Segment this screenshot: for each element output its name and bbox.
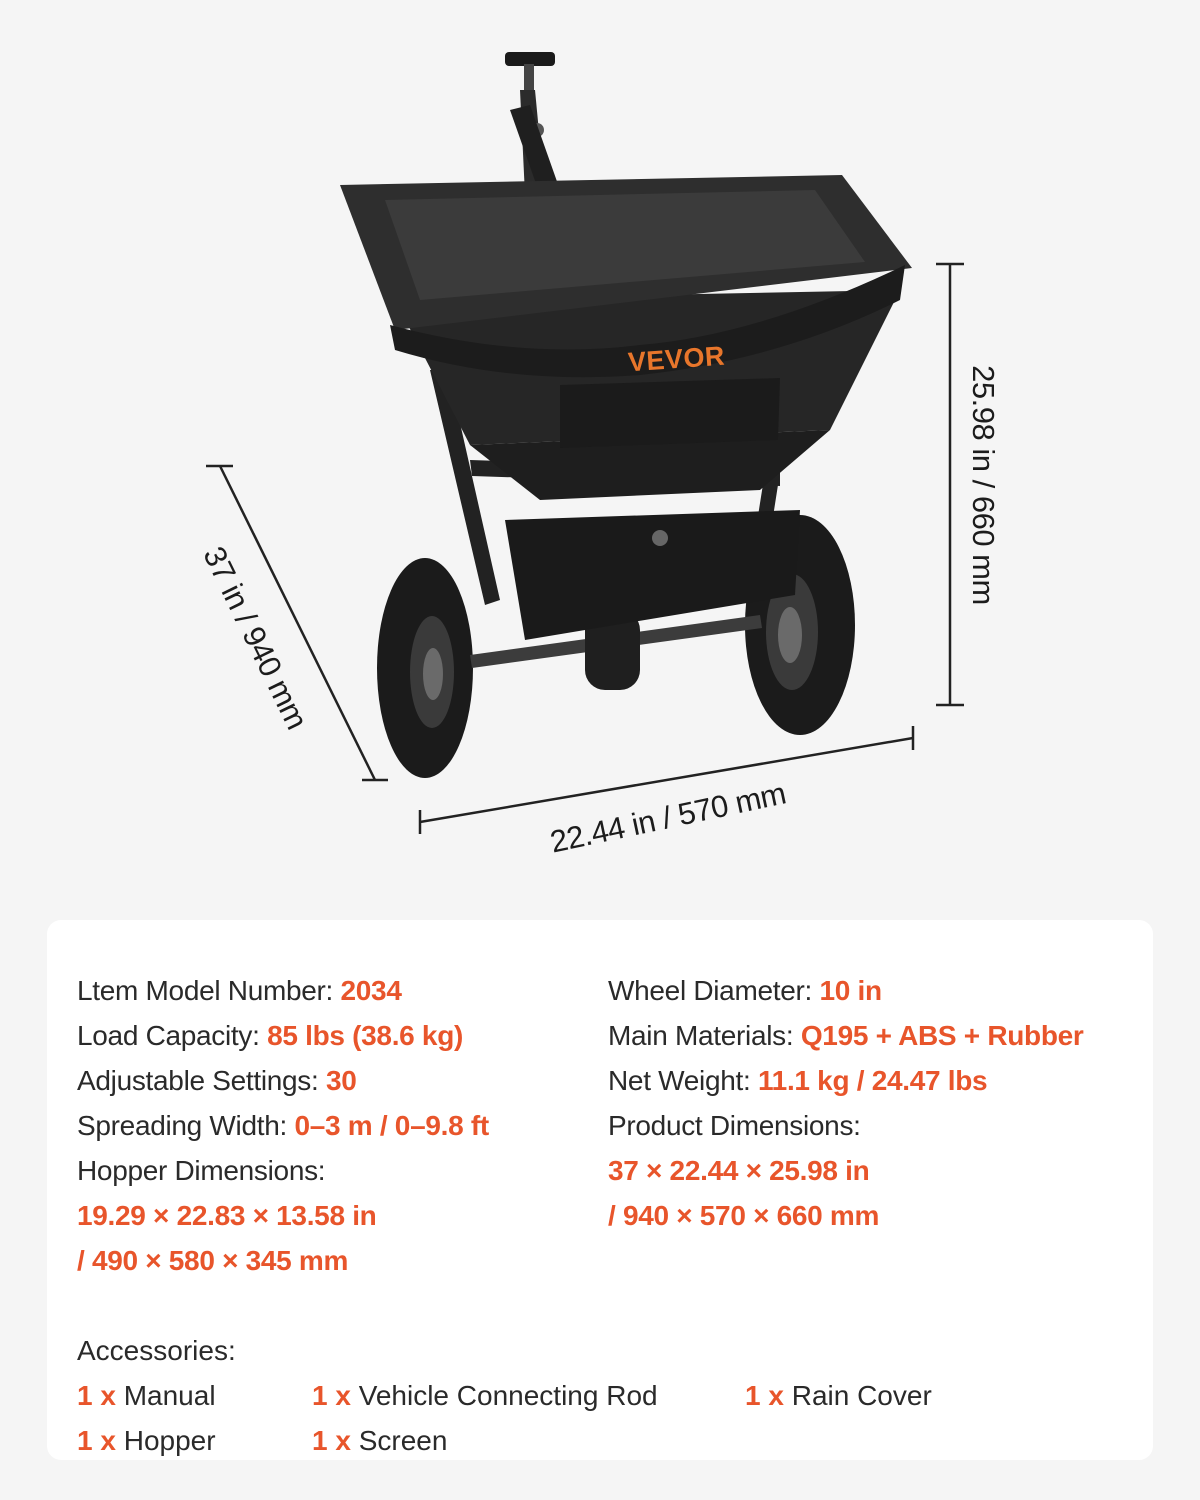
- accessory-name: Screen: [350, 1425, 448, 1456]
- spec-spreading-width: [77, 1103, 489, 1148]
- spec-value: 30: [325, 1065, 357, 1096]
- spec-main-materials: [608, 1013, 1084, 1058]
- accessory-qty: 1 x: [312, 1425, 351, 1456]
- spec-model-number: [77, 968, 489, 1013]
- spec-net-weight: [608, 1058, 1084, 1103]
- spec-label: Main Materials:: [608, 1020, 801, 1051]
- spec-adjustable-settings: [77, 1058, 489, 1103]
- spec-load-capacity: [77, 1013, 489, 1058]
- accessory-name: Manual: [115, 1380, 216, 1411]
- accessory-qty: 1 x: [77, 1425, 116, 1456]
- height-dimension-label: 25.98 in / 660 mm: [966, 365, 1001, 605]
- spec-card: [47, 920, 1153, 1460]
- left-wheel: [377, 558, 473, 778]
- spec-value: 10 in: [819, 975, 882, 1006]
- spec-label: Adjustable Settings:: [77, 1065, 326, 1096]
- spec-value: 85 lbs (38.6 kg): [267, 1020, 464, 1051]
- spec-value: 0–3 m / 0–9.8 ft: [294, 1110, 489, 1141]
- accessory-manual: [77, 1373, 216, 1418]
- accessory-hopper: [77, 1418, 216, 1463]
- spec-wheel-diameter: [608, 968, 1084, 1013]
- spec-value: 2034: [340, 975, 402, 1006]
- accessory-screen: [312, 1418, 447, 1463]
- accessory-vehicle-connecting-rod: [312, 1373, 658, 1418]
- width-dimension-label: 22.44 in / 570 mm: [547, 775, 789, 860]
- spec-hopper-dimensions-in: 19.29 × 22.83 × 13.58 in: [77, 1200, 377, 1231]
- spec-column-left: [77, 968, 489, 1283]
- accessory-qty: 1 x: [77, 1380, 116, 1411]
- spec-label: Spreading Width:: [77, 1110, 295, 1141]
- spec-hopper-dimensions-label: Hopper Dimensions:: [77, 1155, 326, 1186]
- accessory-qty: 1 x: [745, 1380, 784, 1411]
- brand-logo: VEVOR: [627, 340, 726, 378]
- accessory-name: Hopper: [115, 1425, 216, 1456]
- spec-value: Q195 + ABS + Rubber: [800, 1020, 1084, 1051]
- accessories-section: [77, 1328, 1137, 1456]
- handle: [505, 52, 560, 195]
- height-dimension-line: [936, 264, 964, 705]
- spec-label: Load Capacity:: [77, 1020, 268, 1051]
- spec-value: 11.1 kg / 24.47 lbs: [757, 1065, 988, 1096]
- spec-hopper-dimensions-mm: / 490 × 580 × 345 mm: [77, 1245, 349, 1276]
- spec-label: Wheel Diameter:: [608, 975, 820, 1006]
- accessories-title: Accessories:: [77, 1335, 236, 1366]
- spec-product-dimensions-label: Product Dimensions:: [608, 1110, 861, 1141]
- depth-dimension-label: 37 in / 940 mm: [196, 541, 315, 735]
- accessory-rain-cover: [745, 1373, 932, 1418]
- accessory-name: Rain Cover: [783, 1380, 932, 1411]
- spec-label: Net Weight:: [608, 1065, 758, 1096]
- spec-column-right: [608, 968, 1084, 1238]
- spec-label: Ltem Model Number:: [77, 975, 341, 1006]
- spec-product-dimensions-mm: / 940 × 570 × 660 mm: [608, 1200, 880, 1231]
- accessory-name: Vehicle Connecting Rod: [350, 1380, 658, 1411]
- spec-product-dimensions-in: 37 × 22.44 × 25.98 in: [608, 1155, 870, 1186]
- accessory-qty: 1 x: [312, 1380, 351, 1411]
